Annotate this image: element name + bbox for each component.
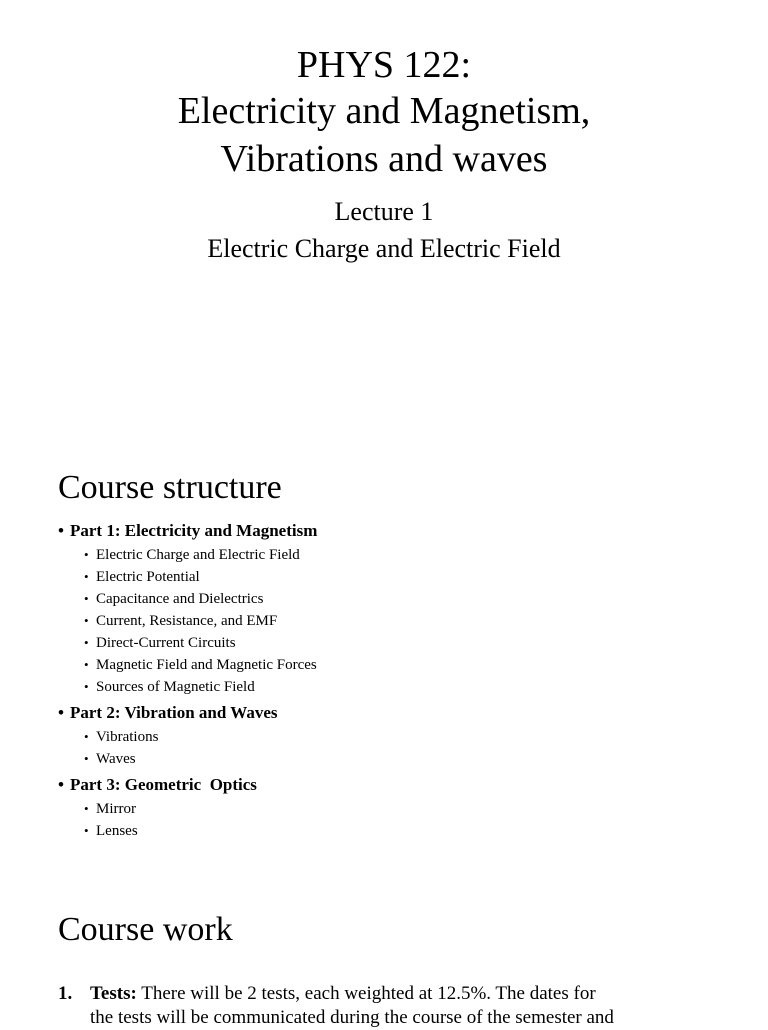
lecture-number: Lecture 1: [334, 197, 434, 226]
part-2-topics: [58, 726, 738, 770]
item-text: There will be 2 tests, each weighted at 12.5%. The dates for: [136, 983, 596, 1004]
part-3-topics: [58, 798, 738, 842]
list-item: • Sources of Magnetic Field: [84, 679, 255, 695]
course-structure-outline: [58, 520, 738, 842]
part-3-label: Part 3: Geometric Optics: [70, 775, 257, 794]
list-item: • Electric Charge and Electric Field: [84, 547, 300, 563]
list-item: • Direct-Current Circuits: [84, 635, 236, 651]
part-3: • Part 3: Geometric Optics: [58, 775, 257, 794]
part-1-topics: [58, 544, 738, 698]
course-work-heading: Course work: [58, 911, 233, 948]
title-line-1: PHYS 122:: [296, 44, 472, 86]
list-item: • Mirror: [84, 801, 136, 817]
item-label: Tests:: [90, 983, 137, 1004]
list-item: • Magnetic Field and Magnetic Forces: [84, 657, 317, 673]
title-line-2: Electricity and Magnetism,: [177, 90, 591, 132]
list-item: • Waves: [84, 751, 136, 767]
lecture-topic: Electric Charge and Electric Field: [207, 234, 561, 263]
item-number: 1.: [58, 983, 73, 1004]
item-text-continued: the tests will be communicated during the course of the semester and: [90, 1007, 614, 1028]
course-work-item-1: [58, 982, 738, 1030]
list-item: • Vibrations: [84, 729, 159, 745]
list-item: • Lenses: [84, 823, 138, 839]
list-item: • Current, Resistance, and EMF: [84, 613, 278, 629]
part-2: • Part 2: Vibration and Waves: [58, 703, 278, 722]
part-1: • Part 1: Electricity and Magnetism: [58, 521, 318, 540]
course-work-list: [58, 982, 738, 1030]
part-1-label: Part 1: Electricity and Magnetism: [70, 521, 318, 540]
course-structure-heading: Course structure: [58, 469, 282, 506]
part-2-label: Part 2: Vibration and Waves: [70, 703, 278, 722]
list-item: • Electric Potential: [84, 569, 200, 585]
title-line-3: Vibrations and waves: [220, 138, 548, 180]
list-item: • Capacitance and Dielectrics: [84, 591, 264, 607]
